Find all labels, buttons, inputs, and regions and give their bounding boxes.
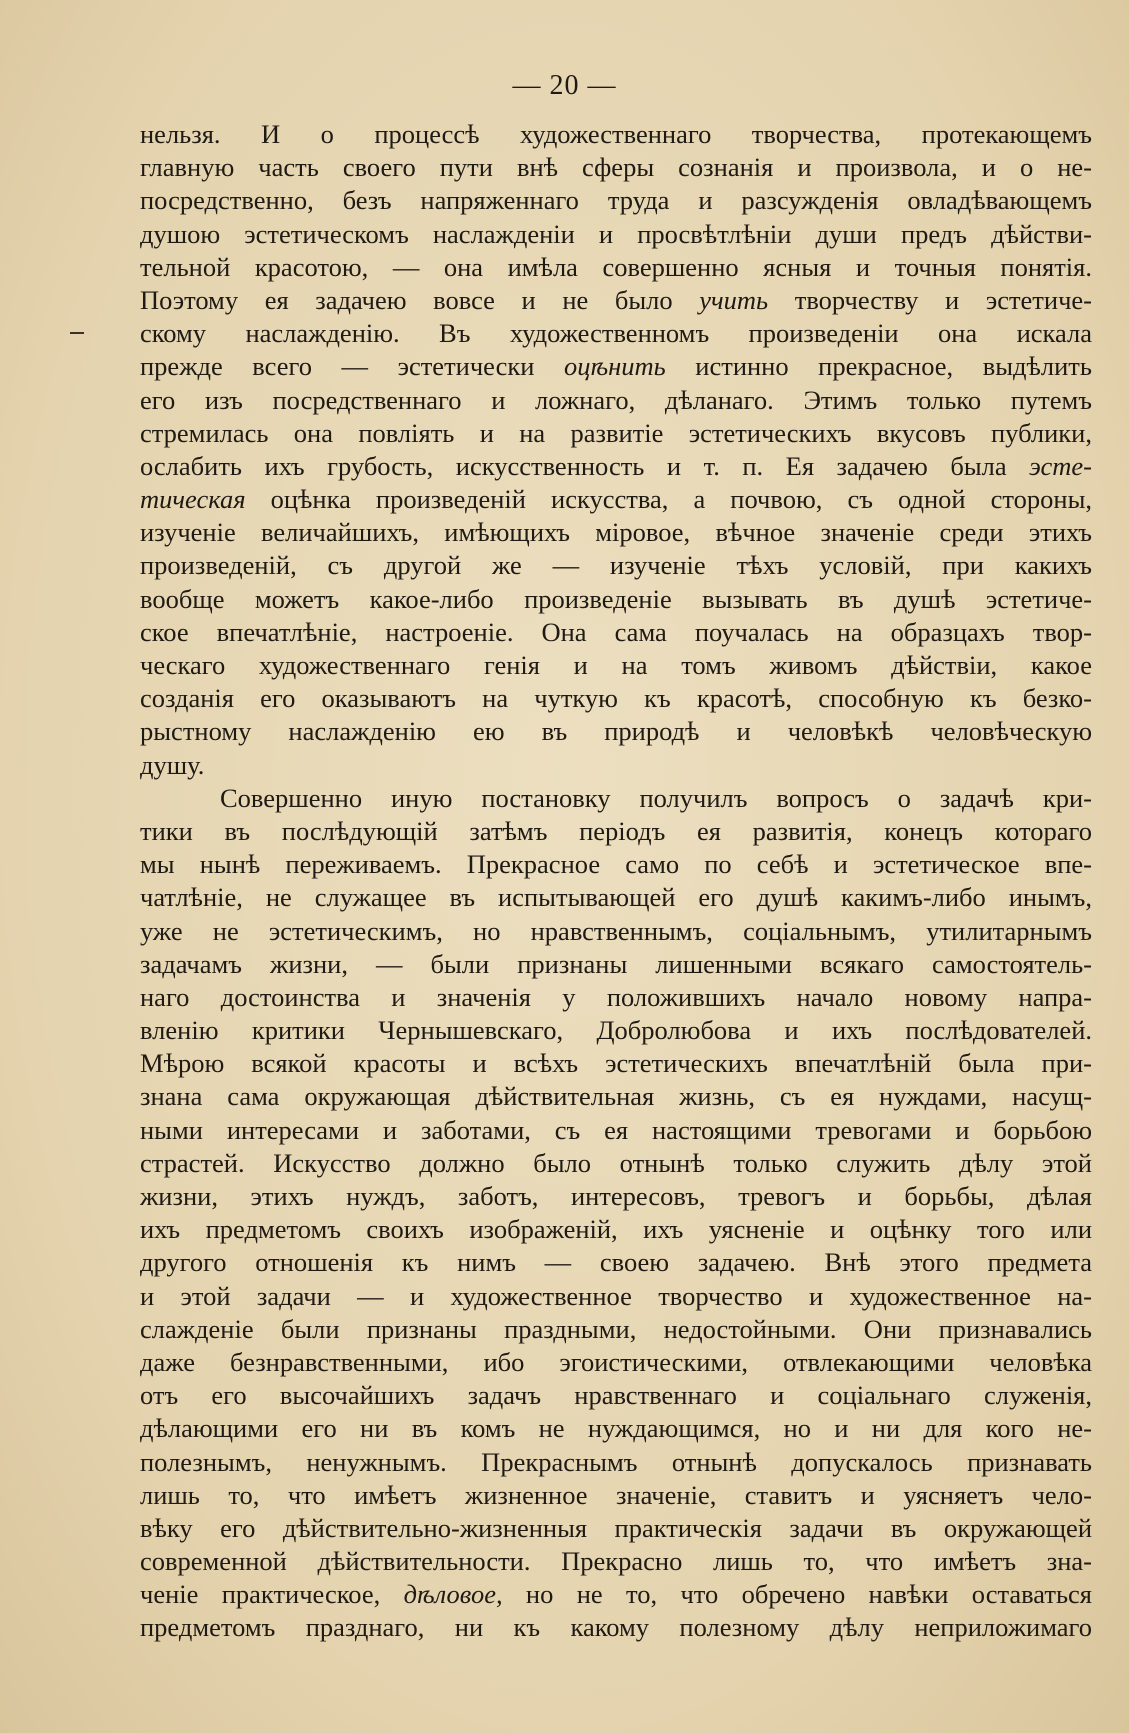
text-line xyxy=(140,915,1092,948)
line-text: другого отношенія къ нимъ — своею задачею. Внѣ этого предмета xyxy=(140,1247,1092,1278)
text-line xyxy=(140,815,1092,848)
text-line xyxy=(140,682,1092,715)
text-line xyxy=(140,417,1092,450)
line-text: лишь то, что имѣетъ жизненное значеніе, ставитъ и уясняетъ чело- xyxy=(140,1479,1092,1510)
text-line xyxy=(140,649,1092,682)
line-text: его изъ посредственнаго и ложнаго, дѣланаго. Этимъ только путемъ xyxy=(140,384,1092,415)
text-line xyxy=(140,1246,1092,1279)
line-text: уже не эстетическимъ, но нравственнымъ, соціальнымъ, утилитарнымъ xyxy=(140,915,1092,946)
text-line xyxy=(140,848,1092,881)
line-text: слажденіе были признаны праздными, недостойными. Они признавались xyxy=(140,1313,1092,1344)
text-line xyxy=(140,1545,1092,1578)
text-line xyxy=(140,1313,1092,1346)
text-line xyxy=(140,384,1092,417)
line-text: чатлѣніе, не служащее въ испытывающей его душѣ какимъ-либо инымъ, xyxy=(140,882,1092,913)
line-text: прежде всего — эстетически xyxy=(140,351,564,382)
line-text: главную часть своего пути внѣ сферы сознанія и произвола, и о не- xyxy=(140,152,1092,183)
line-text: стремилась она повліять и на развитіе эстетическихъ вкусовъ публики, xyxy=(140,417,1092,448)
line-text: тики въ послѣдующій затѣмъ періодъ ея развитія, конецъ котораго xyxy=(140,815,1092,846)
line-text: даже безнравственными, ибо эгоистическими, отвлекающими человѣка xyxy=(140,1346,1092,1377)
line-text: современной дѣйствительности. Прекрасно лишь то, что имѣетъ зна- xyxy=(140,1546,1092,1577)
text-line xyxy=(140,1180,1092,1213)
text-line xyxy=(140,948,1092,981)
line-text: знана сама окружающая дѣйствительная жизнь, съ ея нуждами, насущ- xyxy=(140,1081,1092,1112)
line-text: Совершенно иную постановку получилъ вопросъ о задачѣ кри- xyxy=(220,782,1092,813)
line-text: ными интересами и заботами, съ ея настоящими тревогами и борьбою xyxy=(140,1114,1092,1145)
text-line xyxy=(140,1080,1092,1113)
text-line xyxy=(140,317,1092,350)
line-text: Поэтому ея задачею вовсе и не было xyxy=(140,284,700,315)
line-text: созданія его оказываютъ на чуткую къ красотѣ, способную къ безко- xyxy=(140,683,1092,714)
line-text: жизни, этихъ нуждъ, заботъ, интересовъ, тревогъ и борьбы, дѣлая xyxy=(140,1181,1092,1211)
line-text: вѣку его дѣйствительно-жизненныя практическія задачи въ окружающей xyxy=(140,1512,1092,1543)
text-line xyxy=(140,516,1092,549)
text-line xyxy=(140,1014,1092,1047)
line-text: скому наслажденію. Въ художественномъ произведеніи она искала xyxy=(140,318,1092,349)
line-text: страстей. Искусство должно было отнынѣ только служить дѣлу этой xyxy=(140,1147,1092,1178)
text-line xyxy=(140,782,1092,815)
emphasis-text: тическая xyxy=(140,484,246,515)
text-line xyxy=(140,284,1092,317)
text-line xyxy=(140,749,1092,782)
line-text: вообще можетъ какое-либо произведеніе вызывать въ душѣ эстетиче- xyxy=(140,583,1092,614)
text-line xyxy=(140,715,1092,748)
line-text: полезнымъ, ненужнымъ. Прекраснымъ отнынѣ допускалось признавать xyxy=(140,1446,1092,1477)
text-line xyxy=(140,1578,1092,1611)
text-line xyxy=(140,549,1092,582)
text-line xyxy=(140,881,1092,914)
text-line xyxy=(140,350,1092,383)
line-text: нельзя. И о процессѣ художественнаго творчества, протекающемъ xyxy=(140,119,1092,149)
text-line xyxy=(140,981,1092,1014)
text-line xyxy=(140,251,1092,284)
text-line xyxy=(140,184,1092,217)
line-text: задачамъ жизни, — были признаны лишенными всякаго самостоятель- xyxy=(140,948,1092,979)
text-line xyxy=(140,1412,1092,1445)
line-text: рыстному наслажденію ею въ природѣ и человѣкѣ человѣческую xyxy=(140,716,1092,747)
text-line xyxy=(140,1446,1092,1479)
text-line xyxy=(140,1213,1092,1246)
line-text: предметомъ празднаго, ни къ какому полезному дѣлу неприложимаго xyxy=(140,1612,1092,1643)
text-line xyxy=(140,450,1092,483)
emphasis-text: дѣловое, xyxy=(403,1579,503,1610)
line-text: Мѣрою всякой красоты и всѣхъ эстетическихъ впечатлѣній была при- xyxy=(140,1048,1092,1079)
text-line xyxy=(140,616,1092,649)
text-line xyxy=(140,218,1092,251)
text-line xyxy=(140,1611,1092,1644)
margin-mark xyxy=(70,332,84,334)
text-line xyxy=(140,1280,1092,1313)
emphasis-text: эсте- xyxy=(1029,450,1092,481)
text-line xyxy=(140,1379,1092,1412)
body-text xyxy=(140,118,1092,1645)
text-line xyxy=(140,1512,1092,1545)
emphasis-text: учить xyxy=(699,284,769,315)
line-text: мы нынѣ переживаемъ. Прекрасное само по себѣ и эстетическое впе- xyxy=(140,849,1092,880)
line-text: душою эстетическомъ наслажденіи и просвѣтлѣніи души предъ дѣйстви- xyxy=(140,218,1092,249)
line-text: ческаго художественнаго генія и на томъ живомъ дѣйствіи, какое xyxy=(140,650,1092,680)
page-number: — 20 — xyxy=(512,70,617,101)
line-text: оцѣнка произведеній искусства, а почвою, съ одной стороны, xyxy=(245,484,1092,515)
text-line xyxy=(140,1346,1092,1379)
line-text: произведеній, съ другой же — изученіе тѣхъ условій, при какихъ xyxy=(140,550,1092,581)
emphasis-text: оцѣнить xyxy=(563,351,666,382)
line-text: наго достоинства и значенія у положившихъ начало новому напра- xyxy=(140,981,1092,1012)
text-line xyxy=(140,151,1092,184)
line-text: ослабить ихъ грубость, искусственность и т. п. Ея задачею была xyxy=(140,450,1030,481)
line-text: тельной красотою, — она имѣла совершенно ясныя и точныя понятія. xyxy=(140,251,1092,282)
text-line xyxy=(140,118,1092,151)
text-line xyxy=(140,1479,1092,1512)
text-line xyxy=(140,483,1092,516)
text-line xyxy=(140,583,1092,616)
line-text: истинно прекрасное, выдѣлить xyxy=(665,351,1092,382)
line-text: отъ его высочайшихъ задачъ нравственнаго и соціальнаго служенія, xyxy=(140,1380,1092,1411)
line-text: изученіе величайшихъ, имѣющихъ міровое, вѣчное значеніе среди этихъ xyxy=(140,517,1092,548)
line-text: посредственно, безъ напряженнаго труда и разсужденія овладѣвающемъ xyxy=(140,185,1092,216)
text-line xyxy=(140,1114,1092,1147)
line-text: но не то, что обречено навѣки оставаться xyxy=(502,1579,1092,1610)
text-line xyxy=(140,1147,1092,1180)
line-text: вленію критики Чернышевскаго, Добролюбова и ихъ послѣдователей. xyxy=(140,1015,1092,1046)
text-line xyxy=(140,1047,1092,1080)
line-text: и этой задачи — и художественное творчество и художественное на- xyxy=(140,1280,1092,1311)
line-text: ское впечатлѣніе, настроеніе. Она сама поучалась на образцахъ твор- xyxy=(140,616,1092,647)
line-text: творчеству и эстетиче- xyxy=(768,284,1092,315)
line-text: душу. xyxy=(140,749,205,780)
line-text: дѣлающими его ни въ комъ не нуждающимся, но и ни для кого не- xyxy=(140,1413,1092,1444)
line-text: ченіе практическое, xyxy=(140,1579,404,1610)
line-text: ихъ предметомъ своихъ изображеній, ихъ уясненіе и оцѣнку того или xyxy=(140,1214,1092,1245)
